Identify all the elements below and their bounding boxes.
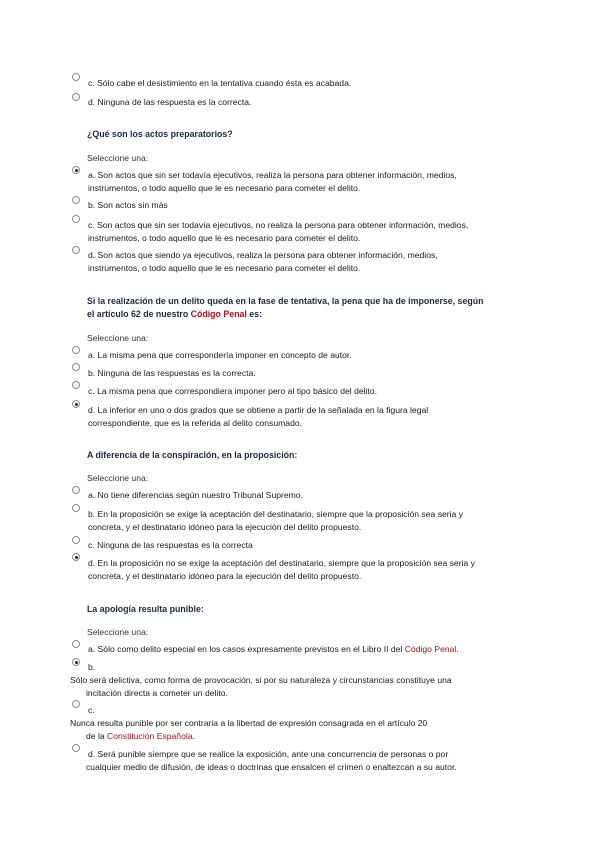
codigo-penal-link[interactable]: Código Penal xyxy=(190,309,247,319)
option-q3-b: b. En la proposición se exige la aceptación del destinatario, siempre que la proposición sea seria y xyxy=(88,509,464,519)
radio-q2-b[interactable] xyxy=(72,363,80,371)
question-4-select-label: Seleccione una: xyxy=(87,627,149,637)
question-1-select-label: Seleccione una: xyxy=(87,153,149,163)
option-q3-b-cont: concreta, y el destinatario idóneo para la ejecución del delito propuesto. xyxy=(88,522,362,532)
question-2-post: es: xyxy=(246,309,263,319)
radio-q2-c[interactable] xyxy=(72,381,80,389)
option-q2-d-cont: correspondiente, que es la referida al delito consumado. xyxy=(88,418,303,428)
question-2-text: Si la realización de un delito queda en la fase de tentativa, la pena que ha de imponerse, según xyxy=(87,296,484,306)
option-q4-b-label: b. xyxy=(88,662,96,672)
radio-q4-b[interactable] xyxy=(72,658,80,666)
option-q1-c: c. Son actos que sin ser todavía ejecutivos, no realiza la persona para obtener información, medios, xyxy=(88,220,469,230)
option-q1-d: d. Son actos que siendo ya ejecutivos, realiza la persona para obtener información, medios, xyxy=(88,250,438,260)
option-q2-d: d. La inferior en uno o dos grados que se obtiene a partir de la señalada en la figura legal xyxy=(88,405,429,415)
option-q0-c: c. Sólo cabe el desistimiento en la tentativa cuando ésta es acabada. xyxy=(88,78,352,88)
option-q1-c-cont: instrumentos, o todo aquello que le es necesario para cometer el delito. xyxy=(88,233,361,243)
option-q4-a xyxy=(88,644,459,655)
option-q4-d: d. Será punible siempre que se realice la exposición, ante una concurrencia de personas o por xyxy=(88,749,449,759)
codigo-penal-link-2[interactable]: Código Penal xyxy=(404,644,457,654)
question-2-pre: el artículo 62 de nuestro xyxy=(87,309,191,319)
radio-q3-b[interactable] xyxy=(72,504,80,512)
radio-q4-a[interactable] xyxy=(72,640,80,648)
option-q4-a-pre: a. Sólo como delito especial en los casos expresamente previstos en el Libro II del xyxy=(88,644,405,654)
option-q4-c-pre: de la xyxy=(86,731,108,741)
question-2-select-label: Seleccione una: xyxy=(87,333,149,343)
option-q1-a: a. Son actos que sin ser todavía ejecutivos, realiza la persona para obtener información, medios, xyxy=(88,170,457,180)
radio-q0-d[interactable] xyxy=(72,93,80,101)
option-q3-a: a. No tiene diferencias según nuestro Tribunal Supremo. xyxy=(88,490,303,500)
radio-q1-a[interactable] xyxy=(72,166,80,174)
option-q3-d-cont: concreta, y el destinatario idóneo para la ejecución del delito propuesto. xyxy=(88,571,362,581)
option-q4-c-label: c. xyxy=(88,705,95,715)
radio-q1-c[interactable] xyxy=(72,215,80,223)
radio-q4-c[interactable] xyxy=(72,700,80,708)
option-q1-a-cont: instrumentos, o todo aquello que le es necesario para cometer el delito. xyxy=(88,183,361,193)
option-q0-d: d. Ninguna de las respuesta es la correcta. xyxy=(88,97,252,107)
question-3-select-label: Seleccione una: xyxy=(87,473,149,483)
question-2-text-cont xyxy=(87,309,262,320)
option-q2-b: b. Ninguna de las respuestas es la correcta. xyxy=(88,368,256,378)
radio-q1-b[interactable] xyxy=(72,196,80,204)
radio-q2-a[interactable] xyxy=(72,346,80,354)
option-q4-d-cont: cualquier medio de difusión, de ideas o doctrinas que ensalcen el crimen o enaltezcan a su autor. xyxy=(86,762,457,772)
question-1-text: ¿Qué son los actos preparatorios? xyxy=(87,129,233,139)
option-q4-c-cont xyxy=(86,731,195,742)
option-q2-a: a. La misma pena que correspondería imponer en concepto de autor. xyxy=(88,350,352,360)
option-q4-a-post: . xyxy=(456,644,459,654)
option-q2-c: c. La misma pena que correspondiera imponer pero al tipo básico del delito. xyxy=(88,386,378,396)
option-q1-b: b. Son actos sin más xyxy=(88,200,168,210)
question-3-text: A diferencia de la conspiración, en la proposición: xyxy=(87,450,298,460)
radio-q0-c[interactable] xyxy=(72,73,80,81)
radio-q2-d[interactable] xyxy=(72,400,80,408)
question-4-text: La apología resulta punible: xyxy=(87,604,204,614)
radio-q4-d[interactable] xyxy=(72,744,80,752)
option-q3-c: c. Ninguna de las respuestas es la correcta xyxy=(88,540,253,550)
option-q4-c-post: . xyxy=(192,731,195,741)
option-q4-b-cont: incitación directa a cometer un delito. xyxy=(86,688,228,698)
option-q1-d-cont: instrumentos, o todo aquello que le es necesario para cometer el delito. xyxy=(88,263,361,273)
option-q4-c: Nunca resulta punible por ser contraria a la libertad de expresión consagrada en el artículo 20 xyxy=(70,718,428,728)
radio-q3-d[interactable] xyxy=(72,553,80,561)
option-q4-b: Sólo será delictiva, como forma de provocación, si por su naturaleza y circunstancias constituye una xyxy=(70,675,452,685)
option-q3-d: d. En la proposición no se exige la aceptación del destinatario, siempre que la proposición sea seria y xyxy=(88,558,475,568)
constitucion-link[interactable]: Constitución Española xyxy=(107,731,193,741)
radio-q3-a[interactable] xyxy=(72,486,80,494)
radio-q1-d[interactable] xyxy=(72,246,80,254)
radio-q3-c[interactable] xyxy=(72,536,80,544)
